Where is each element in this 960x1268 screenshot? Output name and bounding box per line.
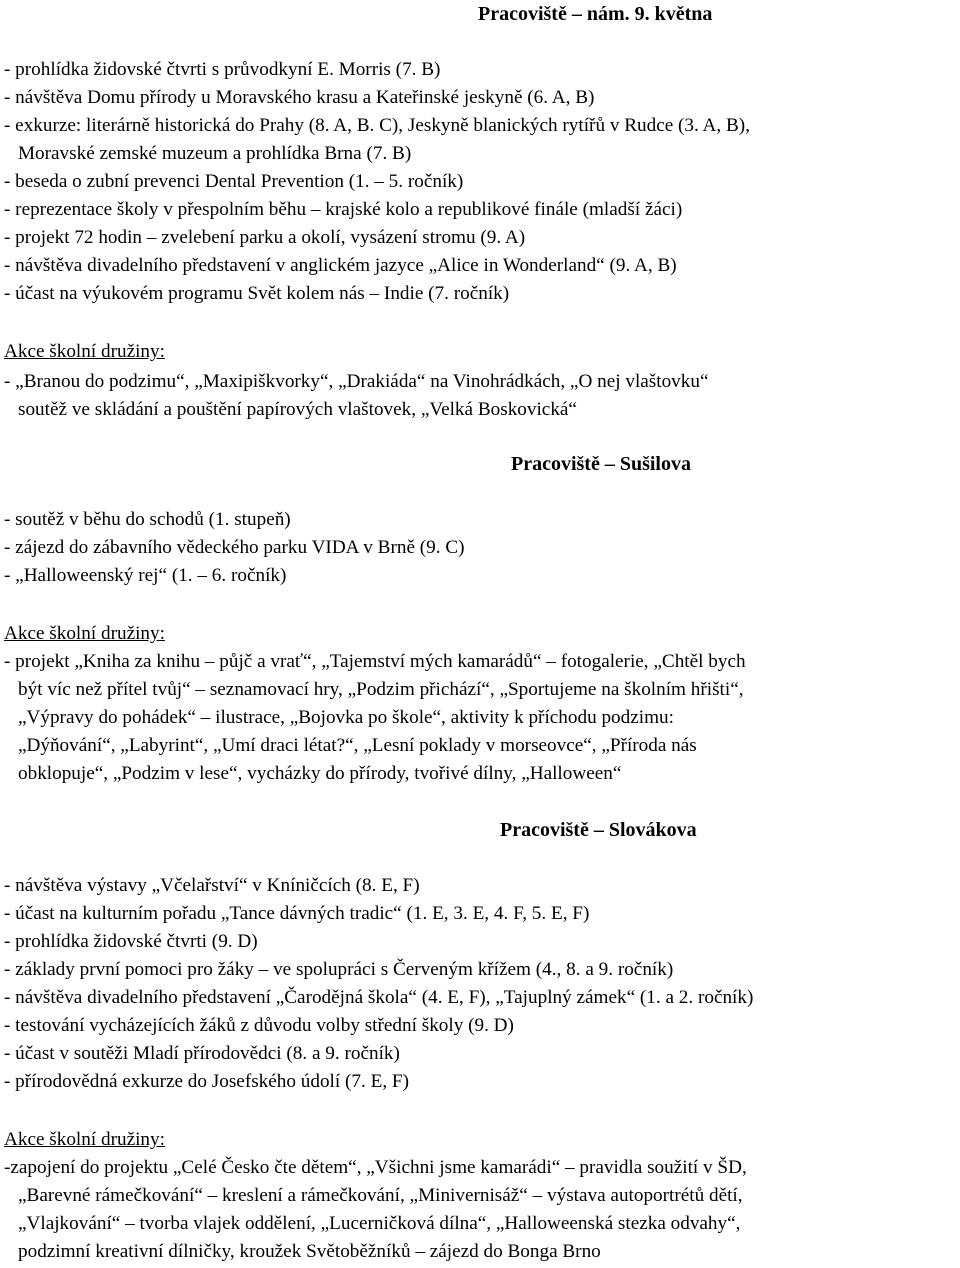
- list-item: - exkurze: literárně historická do Prahy (8. A, B. C), Jeskyně blanických rytířů v Rudce (3. A, B),: [4, 115, 750, 136]
- list-item: - návštěva výstavy „Včelařství“ v Kníničcích (8. E, F): [4, 875, 420, 896]
- akce-item: obklopuje“, „Podzim v lese“, vycházky do přírody, tvořivé dílny, „Halloween“: [18, 763, 622, 784]
- list-item: - soutěž v běhu do schodů (1. stupeň): [4, 509, 291, 530]
- list-item: - testování vycházejících žáků z důvodu volby střední školy (9. D): [4, 1015, 514, 1036]
- list-item: - zájezd do zábavního vědeckého parku VIDA v Brně (9. C): [4, 537, 465, 558]
- akce-label: Akce školní družiny:: [4, 623, 165, 644]
- akce-item: „Výpravy do pohádek“ – ilustrace, „Bojovka po škole“, aktivity k příchodu podzimu:: [18, 707, 674, 728]
- section-heading: Pracoviště – Slovákova: [500, 819, 697, 841]
- list-item: - prohlídka židovské čtvrti (9. D): [4, 931, 258, 952]
- akce-label: Akce školní družiny:: [4, 1129, 165, 1150]
- list-item: - základy první pomoci pro žáky – ve spolupráci s Červeným křížem (4., 8. a 9. ročník): [4, 959, 674, 980]
- akce-item: být víc než přítel tvůj“ – seznamovací hry, „Podzim přichází“, „Sportujeme na školním hřišti“,: [18, 679, 744, 700]
- akce-item: „Dýňování“, „Labyrint“, „Umí draci létat?“, „Lesní poklady v morseovce“, „Příroda nás: [18, 735, 697, 756]
- list-item: - „Halloweenský rej“ (1. – 6. ročník): [4, 565, 287, 586]
- list-item: Moravské zemské muzeum a prohlídka Brna (7. B): [18, 143, 412, 164]
- akce-item: -zapojení do projektu „Celé Česko čte dětem“, „Všichni jsme kamarádi“ – pravidla soužití v ŠD,: [4, 1157, 747, 1178]
- list-item: - účast na kulturním pořadu „Tance dávných tradic“ (1. E, 3. E, 4. F, 5. E, F): [4, 903, 590, 924]
- list-item: - účast na výukovém programu Svět kolem nás – Indie (7. ročník): [4, 283, 510, 304]
- akce-item: „Vlajkování“ – tvorba vlajek oddělení, „Lucerničková dílna“, „Halloweenská stezka odvahy“,: [18, 1213, 741, 1234]
- list-item: - reprezentace školy v přespolním běhu – krajské kolo a republikové finále (mladší žáci): [4, 199, 683, 220]
- list-item: - prohlídka židovské čtvrti s průvodkyní E. Morris (7. B): [4, 59, 441, 80]
- list-item: - účast v soutěži Mladí přírodovědci (8. a 9. ročník): [4, 1043, 400, 1064]
- akce-item: podzimní kreativní dílničky, kroužek Světoběžníků – zájezd do Bonga Brno: [18, 1241, 601, 1262]
- akce-item: soutěž ve skládání a pouštění papírových vlaštovek, „Velká Boskovická“: [18, 399, 577, 420]
- akce-label: Akce školní družiny:: [4, 341, 165, 362]
- list-item: - návštěva Domu přírody u Moravského krasu a Kateřinské jeskyně (6. A, B): [4, 87, 595, 108]
- list-item: - přírodovědná exkurze do Josefského údolí (7. E, F): [4, 1071, 409, 1092]
- akce-item: „Barevné rámečkování“ – kreslení a rámečkování, „Minivernisáž“ – výstava autoportrétů dětí,: [18, 1185, 743, 1206]
- list-item: - beseda o zubní prevenci Dental Prevention (1. – 5. ročník): [4, 171, 464, 192]
- section-heading: Pracoviště – Sušilova: [511, 453, 691, 475]
- akce-item: - projekt „Kniha za knihu – půjč a vrať“, „Tajemství mých kamarádů“ – fotogalerie, „Chtěl bych: [4, 651, 746, 672]
- akce-item: - „Branou do podzimu“, „Maxipiškvorky“, „Drakiáda“ na Vinohrádkách, „O nej vlaštovku“: [4, 371, 709, 392]
- list-item: - projekt 72 hodin – zvelebení parku a okolí, vysázení stromu (9. A): [4, 227, 526, 248]
- list-item: - návštěva divadelního představení „Čarodějná škola“ (4. E, F), „Tajuplný zámek“ (1. a 2. ročník): [4, 987, 754, 1008]
- section-heading: Pracoviště – nám. 9. května: [478, 3, 713, 25]
- list-item: - návštěva divadelního představení v anglickém jazyce „Alice in Wonderland“ (9. A, B): [4, 255, 677, 276]
